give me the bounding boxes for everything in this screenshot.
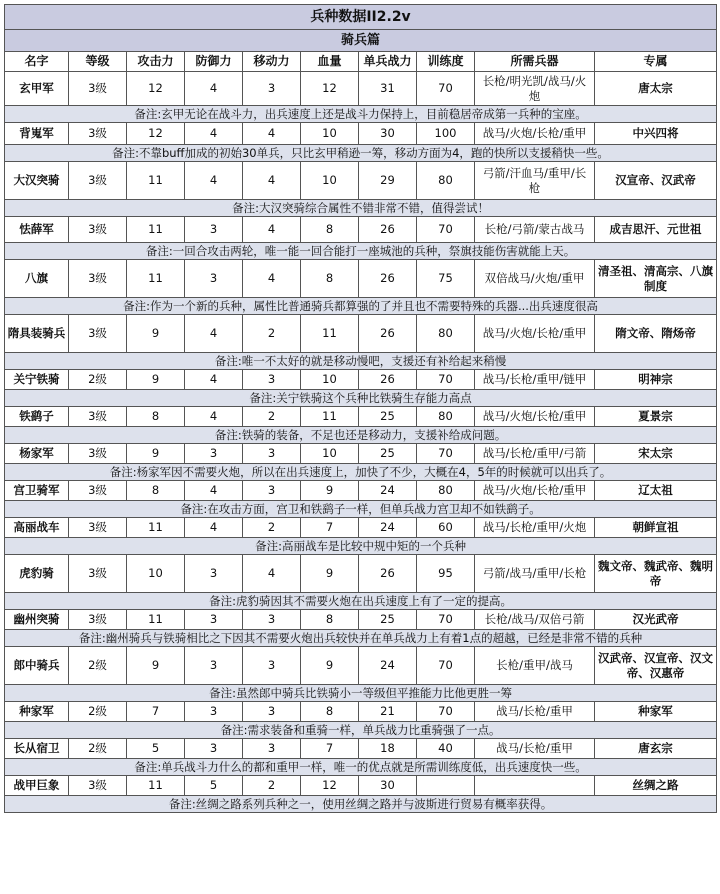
unit-special: 汉光武帝 — [595, 610, 717, 630]
unit-move: 4 — [243, 123, 301, 145]
unit-weapons: 战马/火炮/长枪/重甲 — [475, 481, 595, 501]
unit-power: 24 — [359, 647, 417, 685]
note-row — [5, 390, 717, 407]
unit-weapons: 战马/长枪/重甲/链甲 — [475, 370, 595, 390]
unit-move: 2 — [243, 776, 301, 796]
unit-attack: 11 — [127, 217, 185, 243]
unit-power: 24 — [359, 481, 417, 501]
unit-defense: 4 — [185, 518, 243, 538]
unit-training: 75 — [417, 260, 475, 298]
unit-hp: 8 — [301, 610, 359, 630]
note-row — [5, 501, 717, 518]
unit-level: 3级 — [69, 123, 127, 145]
header-hp: 血量 — [301, 52, 359, 72]
unit-move: 2 — [243, 315, 301, 353]
unit-hp: 11 — [301, 315, 359, 353]
unit-row — [5, 739, 717, 759]
unit-level: 2级 — [69, 702, 127, 722]
unit-power: 26 — [359, 217, 417, 243]
unit-level: 3级 — [69, 518, 127, 538]
unit-special: 夏景宗 — [595, 407, 717, 427]
unit-training: 100 — [417, 123, 475, 145]
unit-attack: 5 — [127, 739, 185, 759]
unit-note: 备注:唯一不太好的就是移动慢吧，支援还有补给起来稍慢 — [5, 353, 717, 370]
unit-note: 备注:幽州骑兵与铁骑相比之下因其不需要火炮出兵较快并在单兵战力上有着1点的超越，已经是非常不错的兵种 — [5, 630, 717, 647]
unit-training: 70 — [417, 370, 475, 390]
unit-defense: 3 — [185, 702, 243, 722]
unit-training: 70 — [417, 702, 475, 722]
unit-attack: 11 — [127, 776, 185, 796]
unit-power: 21 — [359, 702, 417, 722]
note-row — [5, 759, 717, 776]
unit-power: 26 — [359, 260, 417, 298]
unit-row — [5, 260, 717, 298]
unit-special: 种家军 — [595, 702, 717, 722]
unit-special: 汉武帝、汉宣帝、汉文帝、汉惠帝 — [595, 647, 717, 685]
unit-training: 70 — [417, 610, 475, 630]
unit-note: 备注:在攻击方面，宫卫和铁鹞子一样，但单兵战力宫卫却不如铁鹞子。 — [5, 501, 717, 518]
unit-weapons: 战马/长枪/重甲/火炮 — [475, 518, 595, 538]
unit-power: 30 — [359, 123, 417, 145]
unit-weapons: 战马/火炮/长枪/重甲 — [475, 315, 595, 353]
unit-training: 70 — [417, 72, 475, 106]
unit-level: 3级 — [69, 315, 127, 353]
unit-move: 3 — [243, 739, 301, 759]
unit-level: 3级 — [69, 217, 127, 243]
unit-defense: 4 — [185, 123, 243, 145]
unit-level: 3级 — [69, 260, 127, 298]
unit-hp: 7 — [301, 518, 359, 538]
unit-weapons: 长枪/明光凯/战马/火炮 — [475, 72, 595, 106]
unit-hp: 10 — [301, 123, 359, 145]
unit-special: 中兴四将 — [595, 123, 717, 145]
unit-data-table — [4, 4, 717, 813]
unit-move: 4 — [243, 555, 301, 593]
unit-attack: 9 — [127, 315, 185, 353]
unit-row — [5, 610, 717, 630]
unit-special: 丝绸之路 — [595, 776, 717, 796]
note-row — [5, 630, 717, 647]
unit-level: 3级 — [69, 407, 127, 427]
note-row — [5, 796, 717, 813]
unit-power: 25 — [359, 610, 417, 630]
unit-defense: 4 — [185, 481, 243, 501]
unit-hp: 12 — [301, 776, 359, 796]
unit-defense: 4 — [185, 315, 243, 353]
unit-defense: 3 — [185, 217, 243, 243]
note-row — [5, 427, 717, 444]
unit-weapons: 长枪/弓箭/蒙古战马 — [475, 217, 595, 243]
unit-row — [5, 407, 717, 427]
unit-special: 宋太宗 — [595, 444, 717, 464]
unit-training: 95 — [417, 555, 475, 593]
unit-level: 2级 — [69, 739, 127, 759]
unit-weapons: 战马/长枪/重甲 — [475, 739, 595, 759]
unit-attack: 8 — [127, 481, 185, 501]
unit-note: 备注:作为一个新的兵种，属性比普通骑兵都算强的了并且也不需要特殊的兵器...出兵速度很高 — [5, 298, 717, 315]
unit-name: 杨家军 — [5, 444, 69, 464]
unit-weapons: 战马/长枪/重甲 — [475, 702, 595, 722]
unit-name: 幽州突骑 — [5, 610, 69, 630]
note-row — [5, 243, 717, 260]
unit-power: 26 — [359, 555, 417, 593]
unit-hp: 7 — [301, 739, 359, 759]
unit-hp: 10 — [301, 162, 359, 200]
header-special: 专属 — [595, 52, 717, 72]
unit-name: 高丽战车 — [5, 518, 69, 538]
unit-attack: 10 — [127, 555, 185, 593]
unit-name: 背嵬军 — [5, 123, 69, 145]
unit-note: 备注:单兵战斗力什么的都和重甲一样，唯一的优点就是所需训练度低，出兵速度快一些。 — [5, 759, 717, 776]
header-defense: 防御力 — [185, 52, 243, 72]
unit-name: 虎豹骑 — [5, 555, 69, 593]
unit-hp: 8 — [301, 260, 359, 298]
unit-row — [5, 72, 717, 106]
note-row — [5, 538, 717, 555]
note-row — [5, 200, 717, 217]
unit-defense: 3 — [185, 647, 243, 685]
note-row — [5, 353, 717, 370]
unit-move: 2 — [243, 518, 301, 538]
unit-special: 明神宗 — [595, 370, 717, 390]
unit-note: 备注:玄甲无论在战斗力，出兵速度上还是战斗力保持上，目前稳居帝成第一兵种的宝座。 — [5, 106, 717, 123]
unit-move: 4 — [243, 217, 301, 243]
note-row — [5, 722, 717, 739]
unit-weapons: 弓箭/战马/重甲/长枪 — [475, 555, 595, 593]
unit-note: 备注:杨家军因不需要火炮，所以在出兵速度上，加快了不少，大概在4，5年的时候就可以出兵了。 — [5, 464, 717, 481]
unit-special: 清圣祖、清高宗、八旗制度 — [595, 260, 717, 298]
unit-note: 备注:铁骑的装备，不足也还是移动力，支援补给成问题。 — [5, 427, 717, 444]
unit-special: 汉宣帝、汉武帝 — [595, 162, 717, 200]
unit-power: 26 — [359, 370, 417, 390]
header-level: 等级 — [69, 52, 127, 72]
unit-training — [417, 776, 475, 796]
unit-name: 大汉突骑 — [5, 162, 69, 200]
unit-power: 18 — [359, 739, 417, 759]
unit-name: 种家军 — [5, 702, 69, 722]
unit-weapons: 长枪/战马/双倍弓箭 — [475, 610, 595, 630]
unit-defense: 3 — [185, 444, 243, 464]
unit-training: 80 — [417, 315, 475, 353]
unit-weapons — [475, 776, 595, 796]
unit-row — [5, 123, 717, 145]
unit-move: 3 — [243, 702, 301, 722]
unit-note: 备注:一回合攻击两轮，唯一能一回合能打一座城池的兵种，祭旗技能伤害就能上天。 — [5, 243, 717, 260]
unit-weapons: 战马/长枪/重甲/弓箭 — [475, 444, 595, 464]
unit-row — [5, 217, 717, 243]
unit-weapons: 战马/火炮/长枪/重甲 — [475, 407, 595, 427]
unit-hp: 10 — [301, 444, 359, 464]
note-row — [5, 145, 717, 162]
unit-note: 备注:虎豹骑因其不需要火炮在出兵速度上有了一定的提高。 — [5, 593, 717, 610]
unit-move: 4 — [243, 162, 301, 200]
unit-move: 3 — [243, 610, 301, 630]
unit-hp: 9 — [301, 555, 359, 593]
unit-name: 怯薛军 — [5, 217, 69, 243]
unit-note: 备注:高丽战车是比较中规中矩的一个兵种 — [5, 538, 717, 555]
unit-power: 29 — [359, 162, 417, 200]
unit-power: 26 — [359, 315, 417, 353]
unit-power: 25 — [359, 444, 417, 464]
unit-special: 唐玄宗 — [595, 739, 717, 759]
unit-special: 朝鲜宣祖 — [595, 518, 717, 538]
unit-weapons: 弓箭/汗血马/重甲/长枪 — [475, 162, 595, 200]
unit-row — [5, 555, 717, 593]
unit-level: 3级 — [69, 162, 127, 200]
header-row — [5, 52, 717, 72]
unit-note: 备注:丝绸之路系列兵种之一，使用丝绸之路并与波斯进行贸易有概率获得。 — [5, 796, 717, 813]
unit-level: 3级 — [69, 444, 127, 464]
header-name: 名字 — [5, 52, 69, 72]
unit-row — [5, 444, 717, 464]
unit-attack: 12 — [127, 72, 185, 106]
unit-defense: 4 — [185, 370, 243, 390]
note-row — [5, 593, 717, 610]
unit-level: 3级 — [69, 481, 127, 501]
header-weapons: 所需兵器 — [475, 52, 595, 72]
unit-name: 关宁铁骑 — [5, 370, 69, 390]
note-row — [5, 106, 717, 123]
unit-note: 备注:虽然郎中骑兵比铁骑小一等级但平推能力比他更胜一筹 — [5, 685, 717, 702]
unit-power: 25 — [359, 407, 417, 427]
note-row — [5, 685, 717, 702]
unit-move: 4 — [243, 260, 301, 298]
unit-row — [5, 518, 717, 538]
unit-training: 80 — [417, 407, 475, 427]
unit-row — [5, 647, 717, 685]
note-row — [5, 464, 717, 481]
unit-note: 备注:不靠buff加成的初始30单兵，只比玄甲稍逊一筹，移动方面为4，跑的快所以支援稍快一些。 — [5, 145, 717, 162]
unit-special: 唐太宗 — [595, 72, 717, 106]
unit-training: 80 — [417, 481, 475, 501]
unit-attack: 9 — [127, 370, 185, 390]
unit-name: 铁鹞子 — [5, 407, 69, 427]
table-title: 兵种数据II2.2v — [5, 5, 717, 30]
section-row — [5, 30, 717, 52]
unit-row — [5, 162, 717, 200]
unit-hp: 9 — [301, 481, 359, 501]
unit-name: 长从宿卫 — [5, 739, 69, 759]
unit-attack: 11 — [127, 610, 185, 630]
unit-move: 3 — [243, 444, 301, 464]
unit-move: 2 — [243, 407, 301, 427]
unit-move: 3 — [243, 647, 301, 685]
section-title: 骑兵篇 — [5, 30, 717, 52]
unit-training: 40 — [417, 739, 475, 759]
unit-note: 备注:需求装备和重骑一样，单兵战力比重骑强了一点。 — [5, 722, 717, 739]
unit-weapons: 双倍战马/火炮/重甲 — [475, 260, 595, 298]
unit-name: 战甲巨象 — [5, 776, 69, 796]
note-row — [5, 298, 717, 315]
unit-move: 3 — [243, 370, 301, 390]
unit-training: 60 — [417, 518, 475, 538]
unit-weapons: 战马/火炮/长枪/重甲 — [475, 123, 595, 145]
unit-move: 3 — [243, 72, 301, 106]
unit-attack: 11 — [127, 162, 185, 200]
unit-row — [5, 370, 717, 390]
header-move: 移动力 — [243, 52, 301, 72]
unit-hp: 8 — [301, 217, 359, 243]
unit-level: 3级 — [69, 555, 127, 593]
unit-name: 玄甲军 — [5, 72, 69, 106]
unit-defense: 4 — [185, 162, 243, 200]
unit-training: 70 — [417, 647, 475, 685]
unit-defense: 4 — [185, 407, 243, 427]
unit-attack: 12 — [127, 123, 185, 145]
unit-hp: 8 — [301, 702, 359, 722]
unit-attack: 9 — [127, 444, 185, 464]
unit-defense: 5 — [185, 776, 243, 796]
unit-power: 30 — [359, 776, 417, 796]
unit-hp: 9 — [301, 647, 359, 685]
unit-hp: 10 — [301, 370, 359, 390]
unit-special: 魏文帝、魏武帝、魏明帝 — [595, 555, 717, 593]
unit-level: 3级 — [69, 72, 127, 106]
unit-attack: 8 — [127, 407, 185, 427]
unit-special: 成吉思汗、元世祖 — [595, 217, 717, 243]
unit-row — [5, 481, 717, 501]
unit-name: 八旗 — [5, 260, 69, 298]
unit-name: 隋具装骑兵 — [5, 315, 69, 353]
unit-name: 宫卫骑军 — [5, 481, 69, 501]
unit-defense: 3 — [185, 610, 243, 630]
unit-special: 辽太祖 — [595, 481, 717, 501]
header-power: 单兵战力 — [359, 52, 417, 72]
unit-defense: 3 — [185, 260, 243, 298]
unit-power: 24 — [359, 518, 417, 538]
unit-attack: 7 — [127, 702, 185, 722]
unit-defense: 4 — [185, 72, 243, 106]
unit-move: 3 — [243, 481, 301, 501]
unit-note: 备注:关宁铁骑这个兵种比铁骑生存能力高点 — [5, 390, 717, 407]
unit-hp: 11 — [301, 407, 359, 427]
unit-hp: 12 — [301, 72, 359, 106]
unit-level: 2级 — [69, 370, 127, 390]
unit-defense: 3 — [185, 739, 243, 759]
unit-note: 备注:大汉突骑综合属性不错非常不错，值得尝试！ — [5, 200, 717, 217]
unit-name: 郎中骑兵 — [5, 647, 69, 685]
unit-training: 80 — [417, 162, 475, 200]
header-training: 训练度 — [417, 52, 475, 72]
unit-row — [5, 702, 717, 722]
unit-attack: 11 — [127, 518, 185, 538]
unit-weapons: 长枪/重甲/战马 — [475, 647, 595, 685]
unit-power: 31 — [359, 72, 417, 106]
unit-training: 70 — [417, 217, 475, 243]
unit-attack: 11 — [127, 260, 185, 298]
unit-level: 3级 — [69, 776, 127, 796]
unit-row — [5, 776, 717, 796]
title-row — [5, 5, 717, 30]
unit-special: 隋文帝、隋炀帝 — [595, 315, 717, 353]
unit-training: 70 — [417, 444, 475, 464]
unit-defense: 3 — [185, 555, 243, 593]
header-attack: 攻击力 — [127, 52, 185, 72]
unit-level: 3级 — [69, 610, 127, 630]
unit-attack: 9 — [127, 647, 185, 685]
unit-level: 2级 — [69, 647, 127, 685]
unit-row — [5, 315, 717, 353]
